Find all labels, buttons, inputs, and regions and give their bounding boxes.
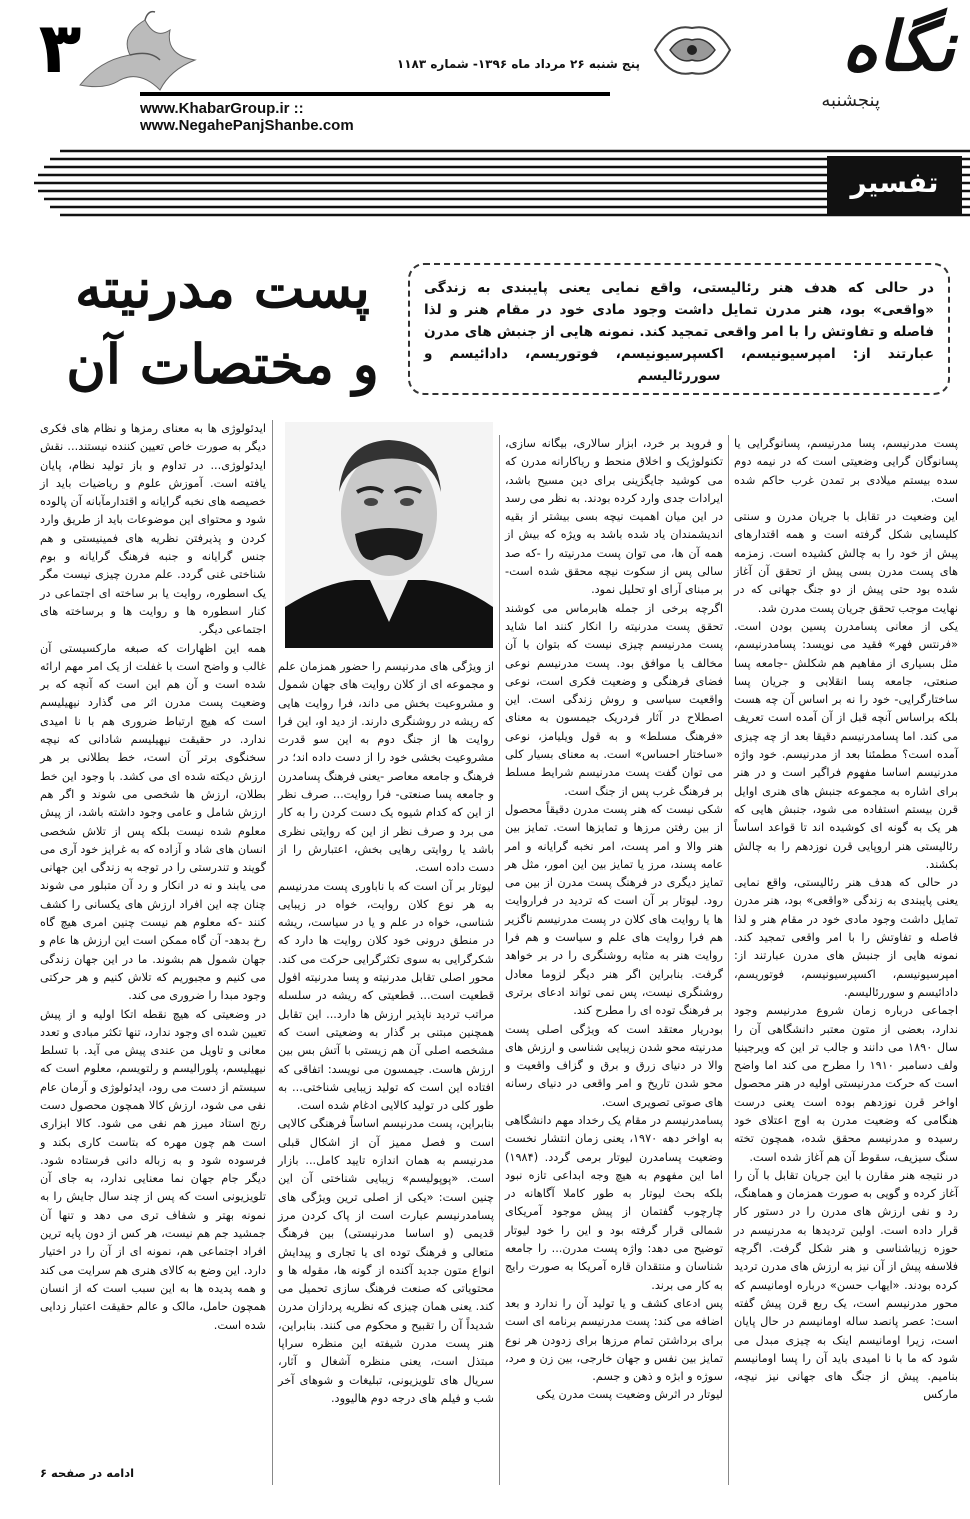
paragraph: از ویژگی های مدرنیسم را حضور همزمان علم و مجموعه ای از کلان روایت های جهان شمول و مشروعیت بخش می داند، فرا روایت هایی که ریشه در روشنگری دارند. از دید او، این فرا روایت ها از جنگ دوم به این سو قدرت مشروعیت بخشی خود را از دست داده اند؛ در فرهنگ و جامعه معاصر -یعنی فرهنگ پسامدرن و جامعه پسا صنعتی- فرا روایت... صرف نظر از این که کدام شیوه یک دست کردن را به کار می برد و صرف نظر از این که روایتی نظری باشد یا روایتی رهایی بخش، اعتبارش را از دست داده است. (278, 660, 494, 875)
paragraph: پست مدرنیسم، پسا مدرنیسم، پسانوگرایی یا پسانوگان گرایی وضعیتی است که در نیمه دوم سده بیستم میلادی بر تمدن غرب حاکم شده است. (734, 437, 958, 505)
title-line-1: پست مدرنیته (75, 256, 370, 320)
article-column-3 (278, 658, 494, 1408)
logo-main: نگاه (842, 7, 955, 87)
title-line-2: و مختصات آن (66, 332, 379, 396)
paragraph: پس ادعای کشف و یا تولید آن را ندارد و بعد اضافه می کند: پست مدرنیسم برنامه ای است برای برداشتن تمام مرزها برای زدودن هر نوع تمایز بین نفس و جهان خارجی، بین زن و مرد، سوژه و ابژه و ذهن و جسم. (505, 1296, 723, 1384)
paragraph: یکی از معانی پسامدرن پسین بودن است. «فرنتس فهر» فقید می نویسد: پسامدرنیسم، مثل بسیاری از مفاهیم هم شکلش -جامعه پسا صنعتی، جامعه پسا انقلابی و جریان پسا ساختارگرایی- خود را نه بر اساس آن چه هست بلکه براساس آنچه قبل از آن آمده است تعریف می کند. اما پسامدرنیسم دقیقا بعد از چه چیزی آمده است؟ مطمئنا بعد از مدرنیسم. خود واژه مدرنیسم اساسا مفهوم فراگیر است و در هنر برای اشاره به مجموعه جنبش های هنری اوایل قرن بیستم استفاده می شود، جنبش هایی که هر یک به گونه ای کوشیده اند تا قواعد اساساً رئالیستی هنر اروپایی قرن نوزدهم را به چالش بکشند. (734, 619, 958, 871)
article-column-1 (734, 435, 958, 1405)
logo-sub: پنجشنبه (821, 90, 880, 111)
paragraph: در حالی که هدف هنر رئالیستی، واقع نمایی یعنی پایبندی به زندگی «واقعی» بود، هنر مدرن تمایل داشت وجود مادی خود در مقام هنر و لذا فاصله و تفاوتش را با امر واقعی تمجید کند. نمونه هایی از جنبش های مدرن عبارتند از: امپرسیونیسم، اکسپرسیونیسم، فوتوریسم، دادائیسم و سوررئالیسم. (734, 876, 958, 999)
paragraph: همه این اظهارات که صبغه مارکسیستی آن غالب و واضح است با غفلت از یک امر مهم ارائه شده است و آن هم این است که آنچه که بر وضعیت پست مدرن اثر می گذارد نیهیلیسم است که هیچ ارتباط ضروری هم با نا امیدی ندارد. در حقیقت نیهیلیسم شادانی که نیچه سخنگوی برتر آن است، خط بطلانی بر هر ارزش دیکته شده ای می کشد. با وجود این خط بطلان، ارزش ها شخصی می شوند و اگر هم ارزش شامل و عامی وجود داشته باشد، از پیش معلوم شده نیست بلکه پس از تلاش شخصی انسان های شاد و آزاده که به غرایز خود آری می گویند و تندرستی را در توجه به زندگی این جهانی می یابند و نه در انکار و رد آن متبلور می شوند چنان چه این افراد ارزش های یکسانی را کشف کنند -که معلوم هم نیست چنین امری هیچ گاه رخ بدهد- آن گاه ممکن است این ارزش ها عام و جهان شمول هم بشوند. ما در این جهان زندگی می کنیم و مجبوریم که تلاش کنیم و هر حرکتی وجود مبدا را ضروری می کند. (40, 641, 266, 1003)
issue-info: پنج شنبه ۲۶ مرداد ماه ۱۳۹۶- شماره ۱۱۸۳ (396, 57, 640, 71)
website-urls: www.KhabarGroup.ir :: www.NegahePanjShanbe.com (140, 100, 354, 134)
column-divider (272, 420, 273, 1485)
column-divider (728, 435, 729, 1485)
column-divider (499, 435, 500, 1485)
paragraph: اجماعی درباره زمان شروع مدرنیسم وجود ندارد، بعضی از متون معتبر دانشگاهی آن را سال ۱۸۹۰ می دانند و جالب تر این که ویرجینیا ولف دسامبر ۱۹۱۰ را مطرح می کند اما واضح است که حرکت مدرنیستی اولیه در هنر محصول اواخر قرن نوزدهم بوده است یعنی درست هنگامی که وضعیت مدرن به اوج اعتلای خود رسیده و مدرنیسم محقق شده، همچون تخته سنگ سیزیف، سقوط آن هم آغاز شده است. (734, 1004, 959, 1164)
paragraph: شکی نیست که هنر پست مدرن دقیقاً محصول از بین رفتن مرزها و تمایزها است. تمایز بین هنر والا و امر پست، امر نخبه گرایانه و امر عامه پسند، مرز یا تمایز بین این امور، مثل هر تمایز دیگری در فرهنگ پست مدرن از بین می رود. لیوتار بر آن است که تردید در فراروایت ها یا روایت های کلان در پست مدرنیسم ناگزیر هم فرا روایت های علم و سیاست و هم فرا روایت هنر به مثابه روشنگری را در بر خواهد گرفت. بنابراین اگر هنر دیگر لزوما معادل روشنگری نیست، پس نمی تواند ادعای برتری بر فرهنگ توده ای را مطرح کند. (505, 802, 723, 1018)
page-number: ۳ (38, 7, 82, 89)
paragraph: لیوتار بر آن است که با ناباوری پست مدرنیسم به هر نوع کلان روایت، خواه در زیبایی شناسی، خواه در علم و یا در سیاست، ریشه در منطق درونی خود کلان روایت ها دارد که شکرگرایی به سوی تکثرگرایی حرکت می کند. محور اصلی تقابل مدرنیته و پسا مدرنیته افول قطعیت است... قطعیتی که ریشه در سلسله مراتب تردید ناپذیر ارزش ها دارد... این تقابل همچنین مبتنی بر گذار به وضعیتی است که مشخصه اصلی آن هم زیستی با آتش بس بین ارزش هاست. جیمسون می نویسد: اتفاقی که افتاده این است که تولید زیبایی شناختی... به طور کلی در تولید کالایی ادغام شده است. (278, 879, 494, 1113)
paragraph: بنابراین، پست مدرنیسم اساساً فرهنگی کالایی است و فصل ممیز آن از اشکال قبلی مدرنیسم به همان اندازه تایید کامل... بازار است. «پوپولیسم» زیبایی شناختی آن این چنین است: «یکی از اصلی ترین ویژگی های پسامدرنیسم عبارت است از پاک کردن مرز قدیمی (و اساسا مدرنیستی) بین فرهنگ متعالی و فرهنگ توده ای یا تجاری و پیدایش انواع متون جدید آکنده از گونه ها، مقوله ها و محتویاتی که صنعت فرهنگ سازی تحمیل می کند. یعنی همان چیزی که نظریه پردازان مدرن شدیداً آن را تقبیح و محکوم می کنند. بنابراین، هنر پست مدرن شیفته این منظره سراپا مبتذل است، یعنی منظره آشغال و آثار، سریال های تلویزیونی، تبلیغات و شوهای آخر شب و فیلم های درجه دوم هالیوود. (278, 1117, 494, 1405)
paragraph: پسامدرنیسم در مقام یک رخداد مهم دانشگاهی به اواخر دهه ۱۹۷۰، یعنی زمان انتشار نخست وضعیت پسامدرن لیوتار برمی گردد. (۱۹۸۴) اما این مفهوم به هیچ وجه ابداعی تازه نبود بلکه بحث لیوتار به طور کاملا آگاهانه در چارچوب گفتمان از پیش موجود آمریکای شمالی قرار گرفته بود و این را خود لیوتار توضیح می دهد: واژه پست مدرن... را جامعه شناسان و منتقدان قاره آمریکا به صورت رایج به کار می برند. (505, 1113, 724, 1292)
section-label: تفسیر (827, 156, 962, 214)
paragraph: در وضعیتی که هیچ نقطه اتکا اولیه و از پیش تعیین شده ای وجود ندارد، تنها تکثر مبادی و تعدد معانی و تاویل من عندی پیش می آید. با تسلط نیهیلیسم، پلورالیسم و رلتویسم، معلوم است که سیستم از دست می رود، ایدئولوژی و آرمان عام نفی می شود، ارزش کالا همچون محصول دست رنج استاد میرز هم نفی می شود. کالا ابزاری است هم چون مهره که بتاست کاری بکند و فرسوده شود و به زباله دانی فرستاده شود. دیگر جام جهان نما معنایی ندارد، به جای آن تلویزیونی است که پس از چند سال جایش را به نمونه بهتر و شفاف تری می دهد و تنها آن جمشید جم هم نیست، هر کس از دون پایه ترین افراد اجتماعی هم، نمونه ای از آن را در اختیار دارد. این وضع به کالای هنری هم سرایت می کند و همه پدیده ها به این سبب است که از انسان همچون حامل، مالک و عالم حقیقت اعتبار زدایی شده است. (40, 1007, 266, 1332)
newspaper-logo (720, 0, 970, 125)
masthead-rule (140, 92, 610, 96)
paragraph: و فروید بر خرد، ابزار سالاری، بیگانه سازی، تکنولوژیک و اخلاق منحط و ریاکارانه مدرن که می کوشید جایگزینی برای دین مسیح باشد، ایرادات جدی وارد کرده بودند. به نظر می رسد در این میان اهمیت نیچه بسی بیشتر از بقیه اندیشمندان یاد شده باشد به ویژه که بیش از همه آن ها، می توان پست مدرنیته را -که صد سالی پس از سکوت نیچه محقق شده است- بر مبنای آرای او تحلیل نمود. (505, 437, 723, 597)
paragraph: بودریار معتقد است که ویژگی اصلی پست مدرنیته محو شدن زیبایی شناسی و ارزش های والا در دنیای زرق و برق و گزاف واقعیت و محو شدن تاریخ و امر واقعی در دنیای رسانه های صوتی تصویری است. (505, 1022, 723, 1109)
article-column-2 (505, 435, 723, 1405)
paragraph: ایدئولوژی ها به معنای رمزها و نظام های فکری دیگر به صورت خاص تعیین کننده نیستند... نقش ایدئولوژی... در تداوم و باز تولید نظام، پایان یافته است. آموزش علوم و ریاضیات باید از خصیصه های نخبه گرایانه و اقتدارمآبانه آن پالوده شود و محتوای این موضوعات باید از طریق وارد کردن و پذیرفتن نظریه های فمینیستی و هم جنس گرایانه و جنبه فرهنگ گرایانه و بوم شناختی غنی گردد. علم مدرن چیزی نیست مگر یک اسطوره، روایت یا بر ساخته ای اجتماعی در کنار اسطوره ها و روایت ها و برساخته های اجتماعی دیگر. (40, 422, 266, 637)
paragraph: این وضعیت در تقابل با جریان مدرن و سنتی کلیسایی شکل گرفته است و همه اقتدارهای پیش از خود را به چالش کشیده است. زمزمه های پست مدرن بسی پیش از تحقق آن آغاز شده بود حتی پیش از دو جنگ جهانی که در نهایت موجب تحقق جریان پست مدرن شد. (734, 510, 958, 615)
article-title (50, 250, 395, 430)
continued-note: ادامه در صفحه ۶ (40, 1466, 135, 1480)
lead-quote: در حالی که هدف هنر رئالیستی، واقع نمایی یعنی پایبندی به زندگی «واقعی» بود، هنر مدرن تمایل داشت وجود مادی خود در مقام هنر و لذا فاصله و تفاوتش را با امر واقعی تمجید کند. نمونه هایی از جنبش های مدرن عبارتند از: امپرسیونیسم، اکسپرسیونیسم، فوتوریسم، دادائیسم و سوررئالیسم (408, 263, 950, 395)
page-header (0, 0, 970, 134)
portrait-photo (285, 422, 493, 648)
paragraph: در نتیجه هنر مقارن با این جریان تقابل با آن را آغاز کرده و گویی به صورت همزمان و هماهنگ، رد و نفی ارزش های مدرن را در دستور کار قرار داده است. اولین تردیدها به مدرنیسم در حوزه زیباشناسی و هنر شکل گرفت. اگرچه فلاسفه پیش از آن نیز به ارزش های مدرن تردید کرده بودند. «ایهاب حسن» درباره اومانیسم که محور مدرنیسم است، یک ربع قرن پیش گفته است: عصر پانصد ساله اومانیسم در حال پایان است، زیرا اومانیسم اینک به چیزی مبدل می شود که ما با نا امیدی باید آن را پسا اومانیسم بنامیم. پیش از جنگ های جهانی نیز نیچه، مارکس (734, 1168, 958, 1402)
paragraph: اگرچه برخی از جمله هابرماس می کوشند تحقق پست مدرنیته را انکار کنند اما شاید پست مدرنیسم چیزی نیست که بتوان با آن مخالف یا موافق بود. پست مدرنیسم نوعی فضای فرهنگی و وضعیت فکری است، نوعی واقعیت سیاسی و روش زندگی است. این اصطلاح در آثار فردریک جیمسون به معنای «فرهنگ مسلط» و به قول ویلیامز، نوعی «ساختار احساس» است. به معنای بسیار کلی می توان گفت پست مدرنیسم شرایط مسلط بر فرهنگ غرب پس از جنگ است. (505, 601, 723, 798)
article-column-4 (40, 420, 266, 1335)
paragraph: لیوتار در اثرش وضعیت پست مدرن یکی (536, 1388, 723, 1402)
